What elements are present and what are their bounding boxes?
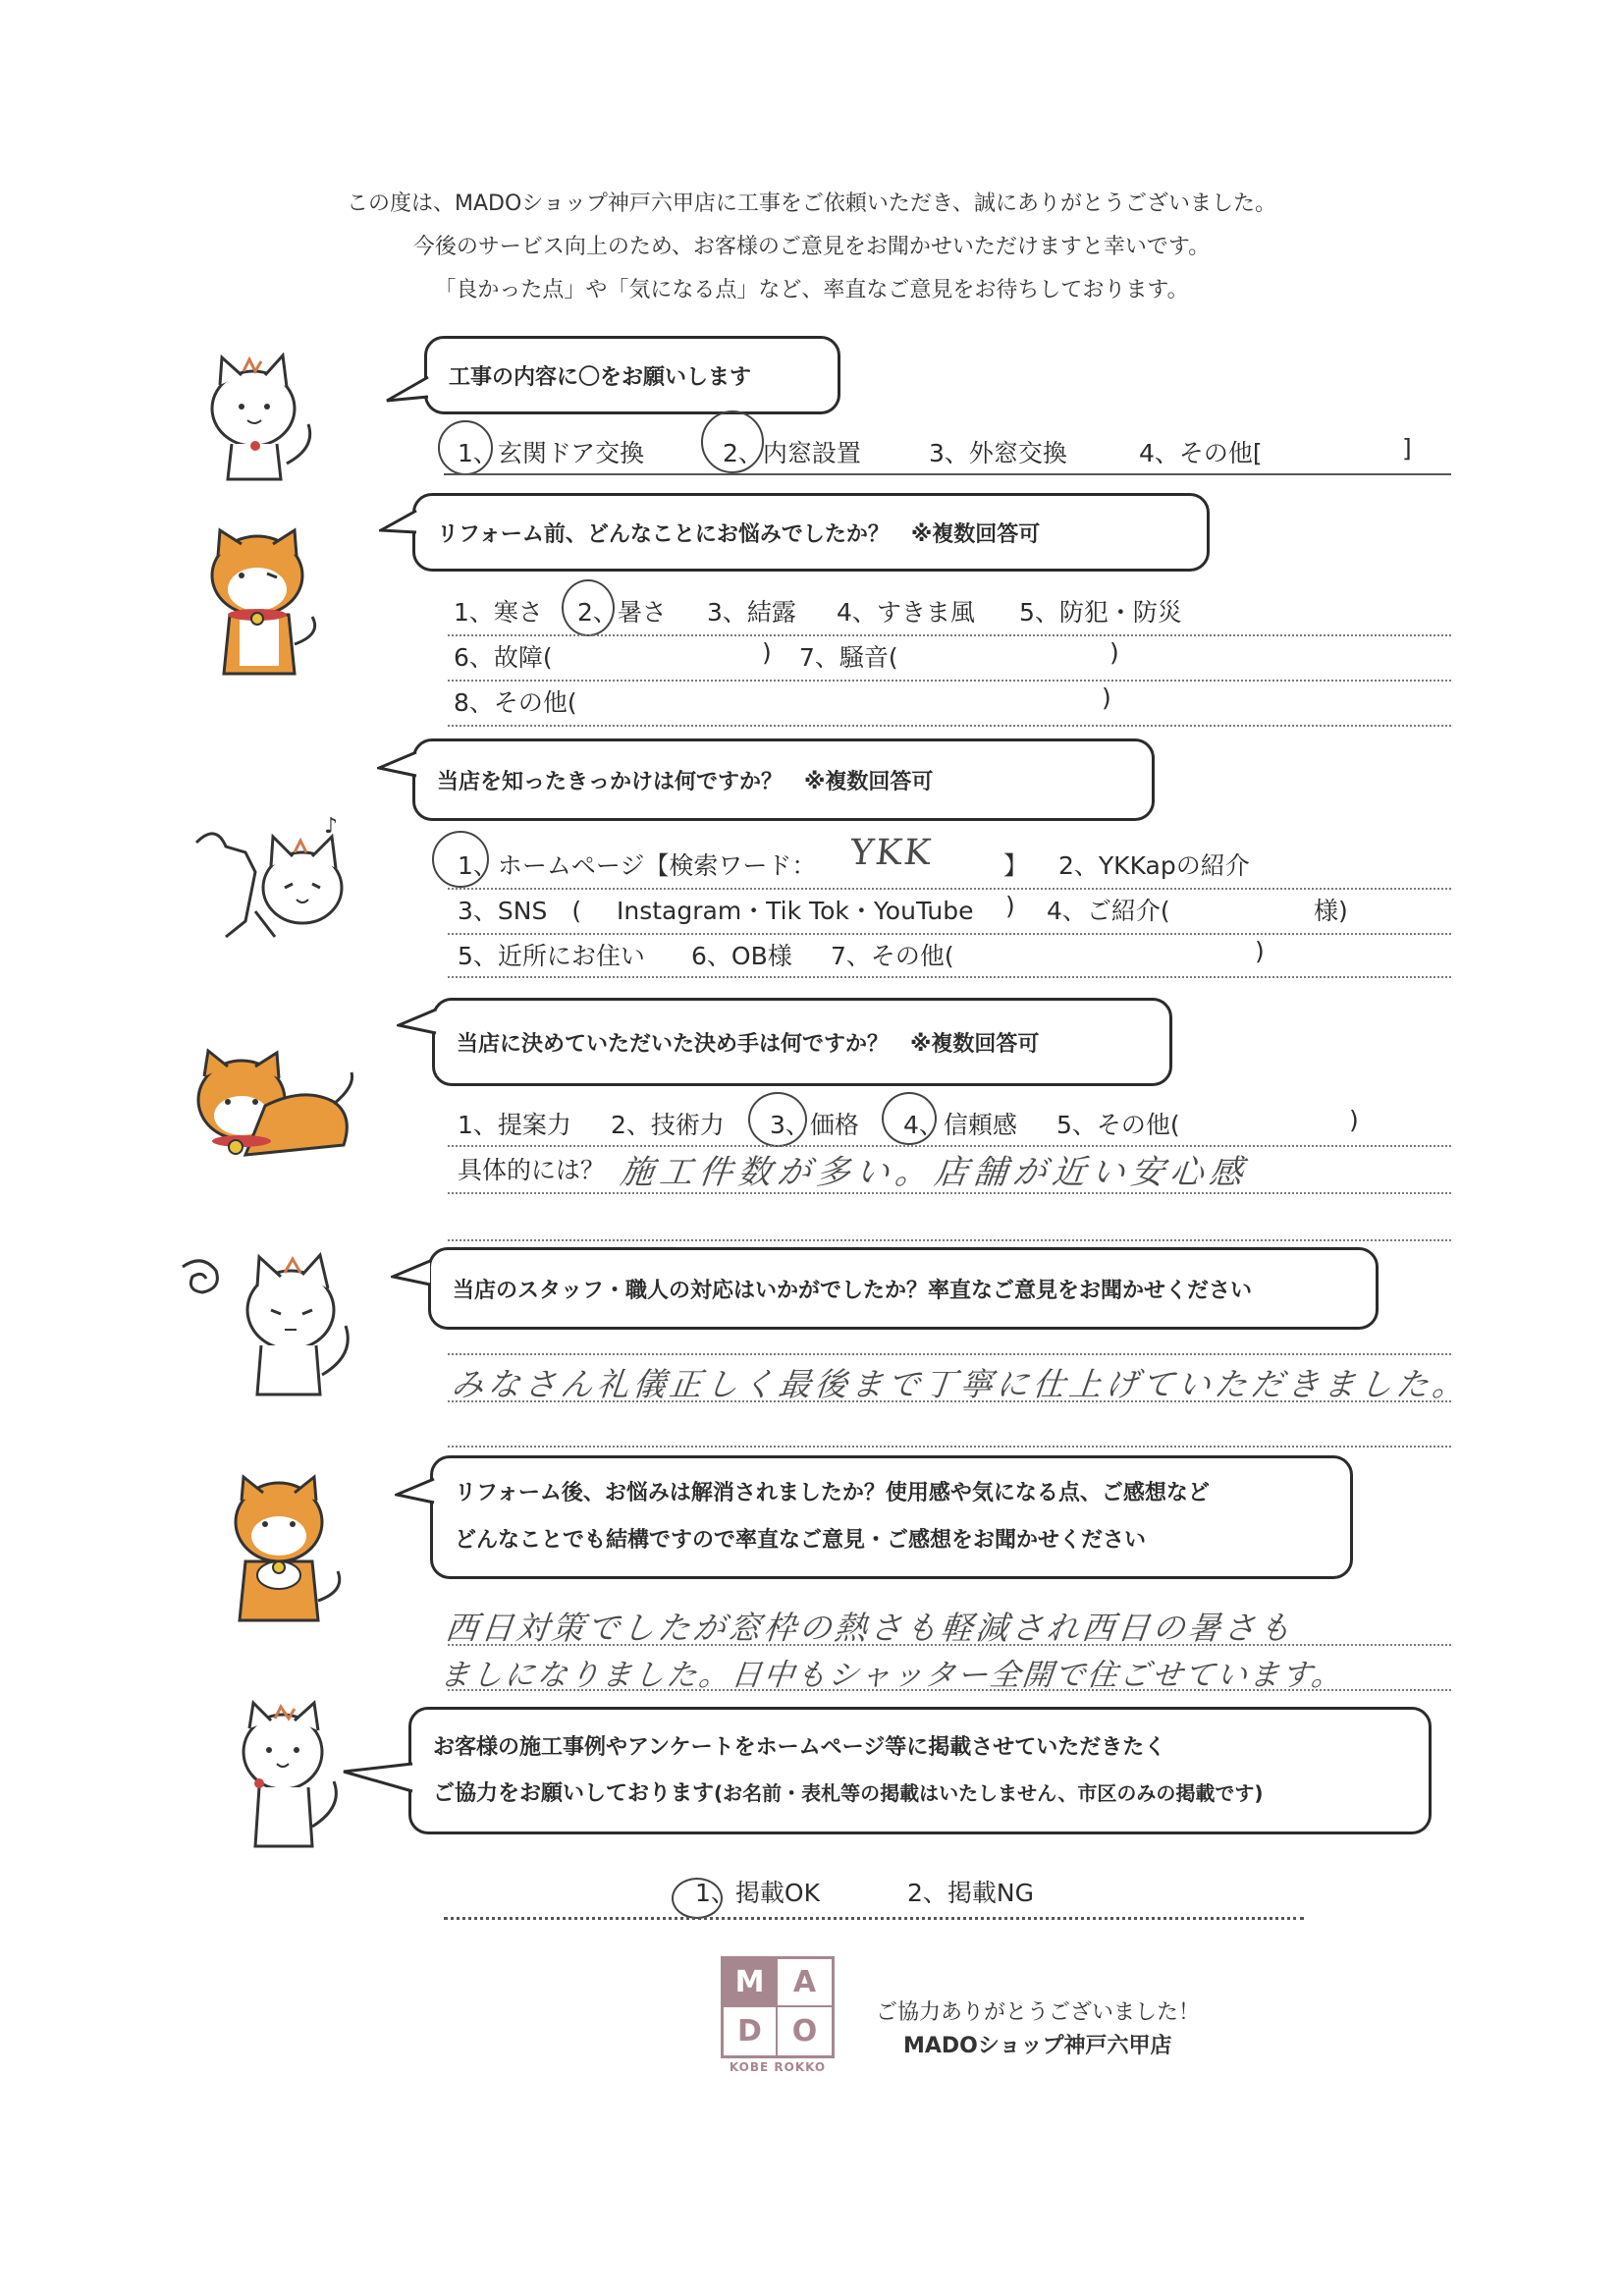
- q6-title-line-1: リフォーム後、お悩みは解消されましたか？使用感や気になる点、ご感想など: [455, 1481, 1210, 1505]
- logo-letter-m: M: [724, 1959, 778, 2007]
- q4-title-bubble: [432, 998, 1172, 1086]
- playful-cat-icon: [187, 813, 353, 951]
- divider: [448, 680, 1451, 682]
- divider: [444, 1917, 1304, 1920]
- logo-letter-a: A: [778, 1959, 832, 2007]
- answer-circle: [438, 420, 493, 475]
- shiba-dog-lying-icon: [187, 1047, 359, 1175]
- divider: [448, 1644, 1451, 1646]
- q2-option-6[interactable]: 6、故障(: [454, 643, 553, 672]
- q3-option-2[interactable]: 2、YKKapの紹介: [1058, 851, 1250, 880]
- divider: [448, 888, 1451, 890]
- q3-option-5[interactable]: 5、近所にお住い: [458, 942, 645, 970]
- q4-option-5-close: ): [1349, 1106, 1359, 1134]
- q4-option-2[interactable]: 2、技術力: [611, 1111, 725, 1139]
- q4-option-3[interactable]: 3、価格: [770, 1111, 859, 1139]
- q5-answer[interactable]: みなさん礼儀正しく最後まで丁寧に仕上げていただきました。: [449, 1365, 1471, 1403]
- q2-option-6-close: ): [762, 638, 772, 667]
- q3-option-6[interactable]: 6、OB様: [691, 942, 792, 970]
- q3-option-1[interactable]: 1、ホームページ【検索ワード：: [458, 851, 817, 880]
- q3-option-4[interactable]: 4、ご紹介(: [1047, 897, 1170, 925]
- q5-title: 当店のスタッフ・職人の対応はいかがでしたか？率直なご意見をお聞かせください: [453, 1278, 1253, 1303]
- q3-option-3[interactable]: 3、SNS (: [458, 897, 582, 925]
- q2-option-7-close: ): [1109, 638, 1119, 667]
- q2-option-7[interactable]: 7、騒音(: [799, 643, 898, 672]
- intro-line-3: 「良かった点」や「気になる点」など、率直なご意見をお待ちしております。: [434, 278, 1189, 302]
- q1-option-3[interactable]: 3、外窓交換: [929, 439, 1067, 467]
- q2-option-8[interactable]: 8、その他(: [454, 688, 577, 717]
- logo-letter-o: O: [791, 2014, 818, 2049]
- svg-text:♪: ♪: [324, 814, 339, 839]
- q1-option-4[interactable]: 4、その他[: [1139, 439, 1263, 467]
- publish-ok-option[interactable]: 1、掲載OK: [695, 1879, 820, 1907]
- q2-option-5[interactable]: 5、防犯・防災: [1019, 598, 1182, 627]
- q4-option-4[interactable]: 4、信頼感: [903, 1111, 1017, 1139]
- q1-option-4-close: ]: [1402, 434, 1412, 463]
- divider: [448, 1353, 1451, 1355]
- intro-line-1: この度は、MADOショップ神戸六甲店に工事をご依頼いただき、誠にありがとうございました。: [347, 191, 1276, 216]
- bubble-tail-icon: [395, 1473, 436, 1508]
- divider: [444, 473, 1451, 475]
- q2-option-4[interactable]: 4、すきま風: [837, 598, 975, 627]
- answer-circle: [882, 1092, 937, 1145]
- q7-line-2: ご協力をお願いしております: [433, 1780, 715, 1806]
- q4-specific-label: 具体的には？: [458, 1156, 606, 1184]
- q4-title: 当店に決めていただいた決め手は何ですか？ ※複数回答可: [457, 1031, 1040, 1057]
- q4-option-1[interactable]: 1、提案力: [458, 1111, 571, 1139]
- q2-title: リフォーム前、どんなことにお悩みでしたか？ ※複数回答可: [437, 521, 1041, 547]
- logo-subtitle: KOBE ROKKO: [729, 2060, 827, 2074]
- bubble-tail-icon: [377, 746, 418, 782]
- divider: [448, 933, 1451, 935]
- q4-specific-answer[interactable]: 施工件数が多い。店舗が近い安心感: [618, 1153, 1251, 1192]
- q7-line-1: お客様の施工事例やアンケートをホームページ等に掲載させていただきたく: [433, 1734, 1166, 1760]
- divider: [448, 976, 1451, 978]
- q3-title: 当店を知ったきっかけは何ですか？ ※複数回答可: [437, 769, 934, 794]
- bubble-tail-icon: [397, 1004, 438, 1039]
- answer-circle: [748, 1092, 807, 1147]
- q3-sns-list: Instagram・Tik Tok・YouTube: [617, 897, 974, 925]
- logo-letter-d: D: [724, 2007, 778, 2055]
- divider: [448, 1400, 1451, 1402]
- divider: [448, 1689, 1451, 1691]
- q2-option-3[interactable]: 3、結露: [707, 598, 796, 627]
- q5-title-bubble: [428, 1247, 1379, 1330]
- publish-ng-option[interactable]: 2、掲載NG: [907, 1879, 1034, 1907]
- divider: [448, 725, 1451, 727]
- answer-circle: [432, 831, 489, 888]
- q3-option-4-close: 様): [1314, 897, 1348, 925]
- divider: [448, 1239, 1451, 1241]
- white-cat-sitting-icon: [224, 1699, 352, 1856]
- footer-shop-name: MADOショップ神戸六甲店: [903, 2034, 1172, 2058]
- shiba-dog-sitting-icon: [216, 1473, 353, 1630]
- white-cat-icon: [192, 350, 330, 487]
- q6-title-bubble: [430, 1455, 1353, 1579]
- q7-note: (お名前・表札等の掲載はいたしません、市区のみの掲載です): [714, 1780, 1264, 1805]
- divider: [448, 1192, 1451, 1194]
- bubble-tail-icon: [391, 1255, 432, 1290]
- q2-option-1[interactable]: 1、寒さ: [454, 598, 543, 627]
- q3-option-1-close: 】: [1003, 851, 1029, 880]
- q3-option-7[interactable]: 7、その他(: [831, 942, 954, 970]
- bubble-tail-icon: [379, 501, 418, 536]
- q3-option-7-close: ): [1255, 937, 1265, 965]
- q1-option-1[interactable]: 1、玄関ドア交換: [458, 439, 645, 467]
- answer-circle: [672, 1878, 723, 1919]
- q1-title-bubble: [424, 336, 840, 414]
- q6-title-line-2: どんなことでも結構ですので率直なご意見・ご感想をお聞かせください: [455, 1528, 1147, 1553]
- answer-circle: [562, 579, 615, 636]
- bubble-tail-icon: [385, 375, 430, 405]
- answer-circle: [701, 410, 764, 473]
- q4-option-5[interactable]: 5、その他(: [1056, 1111, 1180, 1139]
- intro-text: [0, 183, 1623, 312]
- bubble-tail-icon: [342, 1758, 414, 1797]
- q6-answer-line-1[interactable]: 西日対策でしたが窓枠の熱さも軽減され西日の暑さも: [443, 1609, 1296, 1647]
- q6-answer-line-2[interactable]: ましになりました。日中もシャッター全開で住ごせています。: [437, 1658, 1346, 1693]
- shiba-dog-icon: [196, 526, 324, 683]
- q2-title-bubble: [412, 493, 1210, 572]
- q7-title-bubble: [408, 1707, 1432, 1834]
- q2-option-8-close: ): [1102, 683, 1111, 712]
- q2-option-2[interactable]: 2、暑さ: [577, 598, 667, 627]
- divider: [448, 634, 1451, 636]
- q3-option-3-close: ): [1005, 892, 1015, 920]
- divider: [448, 1446, 1451, 1448]
- q3-search-word: YKK: [847, 833, 935, 873]
- q3-title-bubble: [412, 738, 1155, 821]
- intro-line-2: 今後のサービス向上のため、お客様のご意見をお聞かせいただけますと幸いです。: [412, 235, 1211, 259]
- mado-logo: [721, 1956, 835, 2078]
- q1-option-2[interactable]: 2、内窓設置: [723, 439, 861, 467]
- sleepy-cat-icon: [163, 1247, 369, 1404]
- footer-thanks: ご協力ありがとうございました！: [876, 2000, 1201, 2025]
- q1-title: 工事の内容に〇をお願いします: [449, 364, 752, 390]
